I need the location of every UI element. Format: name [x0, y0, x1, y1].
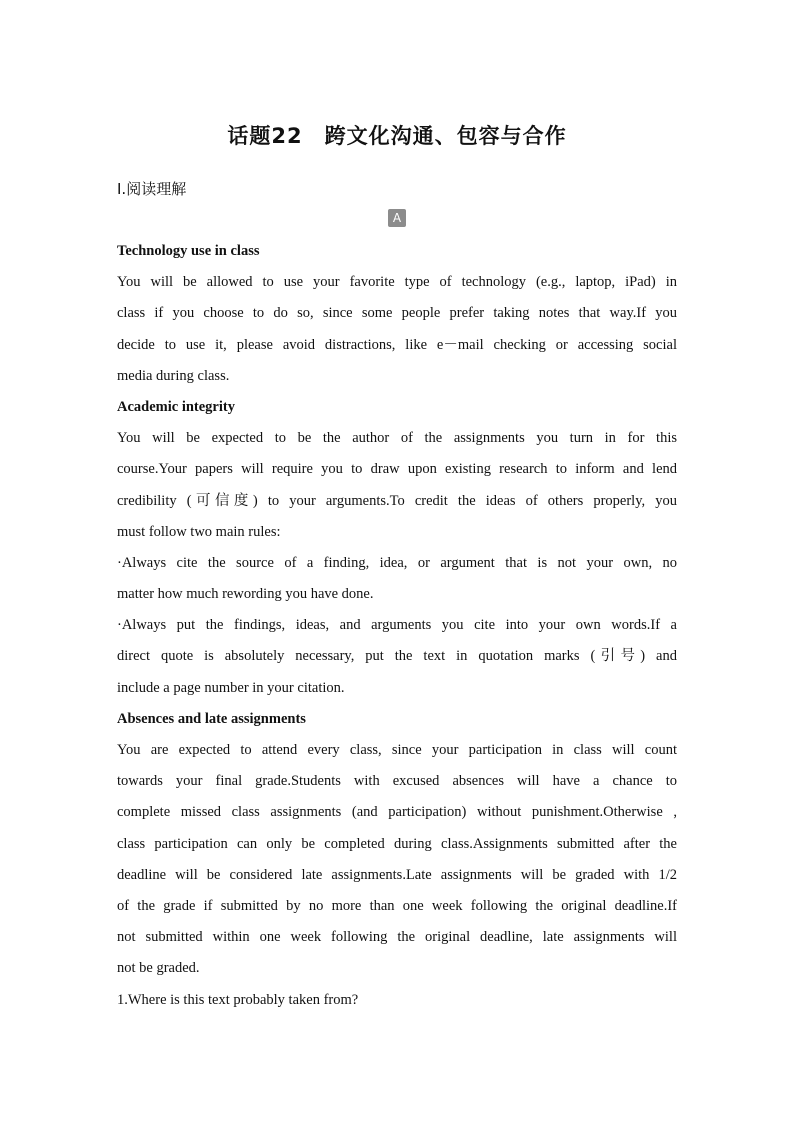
- passage-line: course.Your papers will require you to draw upon existing research to inform and lend: [117, 461, 677, 478]
- passage-line: include a page number in your citation.: [117, 679, 345, 696]
- passage-subheading: Academic integrity: [117, 398, 235, 415]
- passage-body: [117, 236, 677, 1016]
- passage-line: You will be expected to be the author of the assignments you turn in for this: [117, 430, 677, 447]
- passage-label-badge: A: [388, 209, 406, 227]
- page-title: 话题22 跨文化沟通、包容与合作: [227, 124, 567, 148]
- section-heading: Ⅰ.阅读理解: [117, 180, 187, 198]
- passage-line: credibility (可信度) to your arguments.To credit the ideas of others properly, you: [117, 492, 677, 509]
- passage-line: class participation can only be completed during class.Assignments submitted after the: [117, 835, 677, 852]
- passage-line: You will be allowed to use your favorite type of technology (e.g., laptop, iPad) in: [117, 274, 677, 291]
- passage-line: 1.Where is this text probably taken from?: [117, 991, 359, 1008]
- passage-line: direct quote is absolutely necessary, put the text in quotation marks (引号) and: [117, 648, 677, 665]
- passage-line: not be graded.: [117, 960, 200, 977]
- passage-subheading: Technology use in class: [117, 243, 260, 259]
- passage-line: ·Always put the findings, ideas, and arguments you cite into your own words.If a: [117, 617, 677, 634]
- passage-line: decide to use it, please avoid distractions, like e－mail checking or accessing social: [117, 336, 677, 353]
- passage-line: ·Always cite the source of a finding, idea, or argument that is not your own, no: [117, 554, 677, 571]
- passage-line: matter how much rewording you have done.: [117, 586, 374, 603]
- passage-subheading: Absences and late assignments: [117, 710, 306, 727]
- passage-line: not submitted within one week following the original deadline, late assignments will: [117, 929, 677, 946]
- passage-label-wrap: [117, 209, 677, 227]
- passage-line: complete missed class assignments (and participation) without punishment.Otherwise ,: [117, 804, 677, 821]
- passage-line: media during class.: [117, 367, 230, 384]
- passage-line: You are expected to attend every class, since your participation in class will count: [117, 742, 677, 758]
- passage-line: deadline will be considered late assignments.Late assignments will be graded with 1/2: [117, 866, 677, 883]
- passage-line: towards your final grade.Students with excused absences will have a chance to: [117, 773, 677, 790]
- passage-line: class if you choose to do so, since some people prefer taking notes that way.If you: [117, 305, 677, 322]
- passage-line: must follow two main rules:: [117, 523, 281, 540]
- passage-line: of the grade if submitted by no more than one week following the original deadline.If: [117, 897, 677, 914]
